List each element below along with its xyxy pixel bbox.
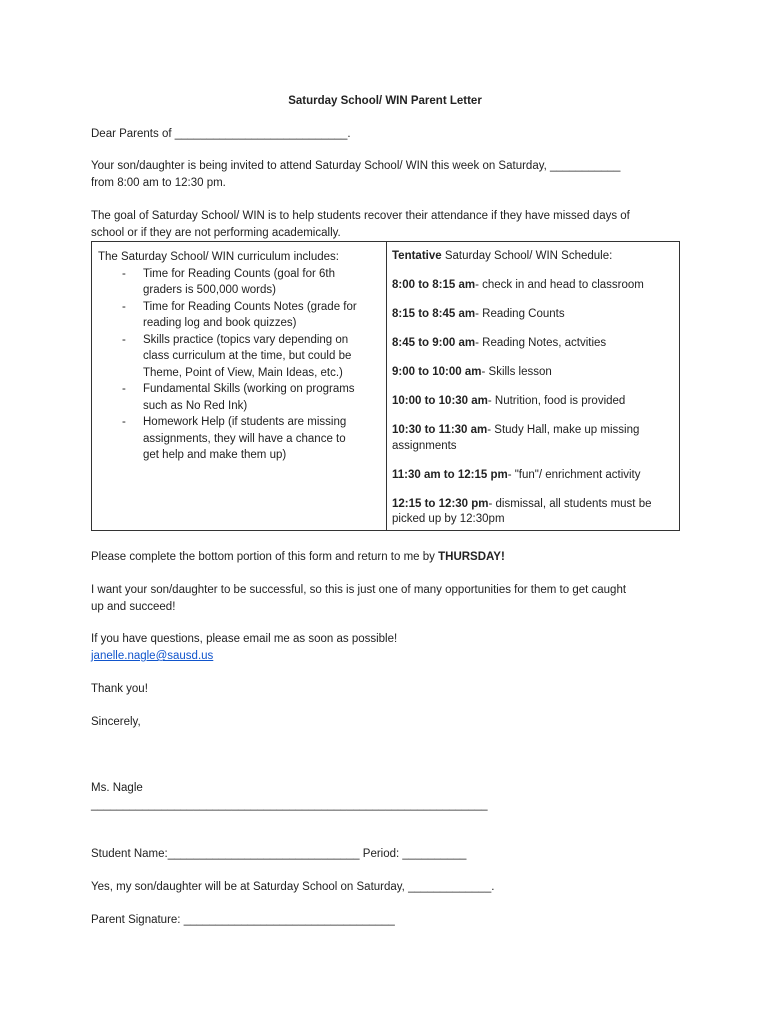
list-item-line: class curriculum at the time, but could be — [143, 350, 352, 362]
schedule-heading — [392, 249, 676, 265]
questions-paragraph — [91, 631, 686, 665]
greeting: Dear Parents of ___________________________. — [91, 128, 351, 140]
schedule-desc: - check in and head to classroom — [475, 279, 644, 291]
bullet-dash: - — [122, 333, 126, 346]
questions-text: If you have questions, please email me as soon as possible! — [91, 633, 398, 645]
goal-line-2: school or if they are not performing academically. — [91, 227, 341, 239]
list-item-line: Homework Help (if students are missing — [143, 416, 347, 428]
schedule-heading-bold: Tentative — [392, 250, 442, 262]
schedule-desc: - dismissal, all students must be — [488, 497, 652, 510]
schedule-time: 9:00 to 10:00 am — [392, 366, 482, 378]
curriculum-list — [98, 266, 382, 464]
schedule-time: 12:15 to 12:30 pm — [392, 497, 489, 510]
schedule-desc: - "fun"/ enrichment activity — [507, 468, 641, 481]
curriculum-heading: The Saturday School/ WIN curriculum includes: — [98, 251, 339, 263]
list-item-line: assignments, they will have a chance to — [143, 432, 346, 445]
schedule-desc: - Study Hall, make up missing — [487, 424, 640, 436]
complete-text: Please complete the bottom portion of this form and return to me by — [91, 551, 439, 563]
schedule-heading-rest: Saturday School/ WIN Schedule: — [441, 250, 613, 262]
schedule-item — [392, 278, 676, 294]
invite-paragraph — [91, 158, 686, 192]
schedule-time: 8:00 to 8:15 am — [392, 279, 476, 291]
success-line-2: up and succeed! — [91, 601, 176, 613]
invite-line-1: Your son/daughter is being invited to attend Saturday School/ WIN this week on Saturday, ___________ — [91, 160, 621, 172]
list-item-line: Fundamental Skills (working on programs — [143, 383, 355, 395]
schedule-item — [392, 365, 676, 381]
curriculum-column — [98, 249, 382, 464]
list-item — [98, 414, 382, 464]
complete-instruction — [91, 549, 505, 565]
schedule-desc: - Nutrition, food is provided — [487, 395, 626, 407]
goal-paragraph — [91, 208, 686, 242]
schedule-desc: - Skills lesson — [481, 366, 552, 378]
success-paragraph — [91, 582, 686, 616]
schedule-desc: - Reading Notes, actvities — [475, 337, 607, 349]
schedule-item — [392, 336, 676, 352]
complete-deadline: THURSDAY! — [438, 551, 505, 563]
success-line-1: I want your son/daughter to be successful, so this is just one of many opportunities for them to get caught — [91, 584, 627, 596]
list-item-line: Time for Reading Counts Notes (grade for — [143, 300, 357, 313]
schedule-desc: - Reading Counts — [475, 308, 565, 320]
schedule-item — [392, 307, 676, 323]
list-item-line: reading log and book quizzes) — [143, 317, 297, 329]
goal-line-1: The goal of Saturday School/ WIN is to help students recover their attendance if they have missed days of — [91, 210, 630, 222]
student-name-field: Student Name:______________________________ Period: __________ — [91, 848, 467, 860]
list-item-line: get help and make them up) — [143, 449, 287, 461]
thank-you: Thank you! — [91, 683, 148, 695]
schedule-item — [392, 468, 676, 484]
schedule-column — [392, 249, 676, 541]
parent-signature-field: Parent Signature: _________________________________ — [91, 914, 395, 926]
schedule-time: 8:15 to 8:45 am — [392, 308, 476, 320]
schedule-item — [392, 497, 676, 528]
list-item-line: Time for Reading Counts (goal for 6th — [143, 267, 335, 280]
schedule-time: 8:45 to 9:00 am — [392, 337, 476, 349]
email-link[interactable]: janelle.nagle@sausd.us — [91, 650, 214, 662]
attendance-confirmation: Yes, my son/daughter will be at Saturday School on Saturday, _____________. — [91, 881, 495, 893]
bullet-dash: - — [122, 300, 126, 313]
cut-line: ______________________________________________________________ — [91, 799, 488, 811]
bullet-dash: - — [122, 267, 126, 280]
page-title: Saturday School/ WIN Parent Letter — [288, 95, 482, 107]
schedule-item — [392, 423, 676, 454]
list-item — [98, 299, 382, 332]
invite-line-2: from 8:00 am to 12:30 pm. — [91, 177, 226, 189]
table-divider — [386, 242, 387, 530]
list-item — [98, 332, 382, 382]
list-item-line: Skills practice (topics vary depending on — [143, 333, 349, 346]
signature-name: Ms. Nagle — [91, 782, 143, 794]
list-item-line: graders is 500,000 words) — [143, 284, 276, 296]
schedule-time: 10:30 to 11:30 am — [392, 424, 488, 436]
list-item-line: Theme, Point of View, Main Ideas, etc.) — [143, 366, 343, 379]
schedule-desc-cont: assignments — [392, 439, 457, 452]
list-item — [98, 266, 382, 299]
bullet-dash: - — [122, 383, 126, 395]
schedule-time: 10:00 to 10:30 am — [392, 395, 488, 407]
schedule-time: 11:30 am to 12:15 pm — [392, 468, 508, 481]
curriculum-schedule-table — [91, 241, 680, 531]
list-item — [98, 381, 382, 414]
schedule-desc-cont: picked up by 12:30pm — [392, 513, 505, 525]
bullet-dash: - — [122, 416, 126, 428]
list-item-line: such as No Red Ink) — [143, 399, 248, 412]
schedule-item — [392, 394, 676, 410]
sincerely: Sincerely, — [91, 716, 141, 728]
